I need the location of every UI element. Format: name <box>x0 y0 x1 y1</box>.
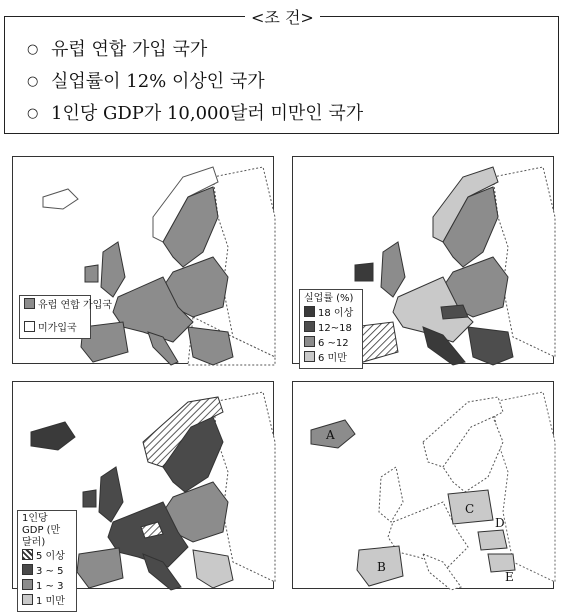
map-gdp <box>12 381 274 607</box>
legend-label: 6 ~12 <box>318 338 349 349</box>
legend-row <box>22 579 72 594</box>
condition-bullet: ○ <box>27 106 39 121</box>
swatch-12-18 <box>304 321 315 332</box>
condition-text: 유럽 연합 가입 국가 <box>51 39 208 60</box>
condition-item <box>27 35 207 61</box>
condition-item <box>27 99 363 125</box>
legend-label: 6 미만 <box>318 353 347 364</box>
legend-label: 5 이상 <box>36 551 65 562</box>
legend-label: 1 미만 <box>36 596 65 607</box>
legend-row <box>304 351 358 366</box>
conditions-box <box>4 8 559 134</box>
legend-title: 실업률 (%) <box>304 293 354 304</box>
map-eu-membership <box>12 156 274 364</box>
country-label-c: C <box>465 502 475 516</box>
legend-row <box>22 594 72 609</box>
legend-label: 미가입국 <box>38 323 77 334</box>
swatch-6-12 <box>304 336 315 347</box>
country-label-b: B <box>377 560 386 574</box>
condition-bullet: ○ <box>27 42 39 57</box>
legend-row <box>24 321 86 336</box>
legend-row <box>22 564 72 579</box>
swatch-3-5 <box>22 564 33 575</box>
country-label-d: D <box>495 516 505 530</box>
country-label-e: E <box>505 570 514 584</box>
legend-eu <box>19 295 112 339</box>
legend-row <box>24 298 112 313</box>
legend-row <box>304 336 358 351</box>
swatch-5-plus <box>22 549 33 560</box>
non-member-swatch <box>24 321 35 332</box>
condition-item <box>27 67 265 93</box>
legend-unemployment <box>299 289 363 369</box>
swatch-1-3 <box>22 579 33 590</box>
swatch-under-6 <box>304 351 315 362</box>
legend-label: 18 이상 <box>318 308 354 319</box>
country-label-a: A <box>326 428 335 442</box>
legend-title: 1인당 GDP (만 달러) <box>22 513 61 548</box>
legend-row <box>304 306 358 321</box>
swatch-18-plus <box>304 306 315 317</box>
conditions-title: <조 건> <box>245 5 320 28</box>
condition-text: 1인당 GDP가 10,000달러 미만인 국가 <box>51 103 364 124</box>
legend-row <box>22 549 72 564</box>
member-swatch <box>24 298 35 309</box>
legend-row <box>304 321 358 336</box>
legend-label: 3 ~ 5 <box>36 566 64 577</box>
legend-label: 12~18 <box>318 323 352 334</box>
condition-bullet: ○ <box>27 74 39 89</box>
swatch-under-1 <box>22 594 33 605</box>
legend-gdp <box>17 510 77 612</box>
europe-map-blank <box>293 382 555 590</box>
legend-label: 유럽 연합 가입국 <box>38 300 112 311</box>
legend-label: 1 ~ 3 <box>36 581 64 592</box>
map-unemployment <box>292 156 554 364</box>
condition-text: 실업률이 12% 이상인 국가 <box>51 71 265 92</box>
map-labeled-countries <box>292 381 554 589</box>
